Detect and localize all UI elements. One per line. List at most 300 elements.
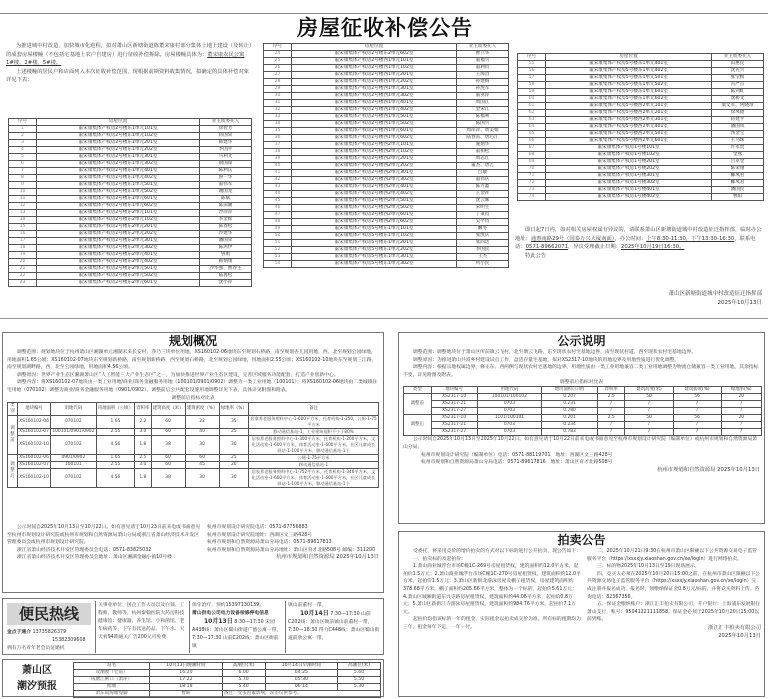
planning-contact-1: 杭州市规划设计研究院电话：0571-87756883 (207, 525, 308, 530)
planning-foot-phone: 浙江省萧山经济技术开发区管理委员会电话：0571-83825032 (17, 547, 152, 553)
house-address: 董宋康集体产权房2号楼西2单元502室 (292, 205, 457, 212)
hotline-col3 (192, 602, 282, 651)
planning-note: 居家养老服务照料中心-1-600平方米，托育机构-1-250，公厕-1-75平方米 (250, 415, 377, 427)
green-ratio: 20 (721, 415, 761, 422)
owner-row (264, 51, 509, 58)
publicity-col-header: 绿地率(%) (721, 387, 761, 394)
green-ratio: 30 (219, 435, 248, 454)
house-address: 董宋康集体产权房1号楼302室 (546, 180, 712, 187)
row-number: 47 (264, 212, 292, 219)
owner-row (518, 173, 764, 180)
house-address: 董宋康集体产权房2号楼东2单元502室 (37, 273, 200, 280)
planning-note: 移动通信基站-1，工业建筑面积不小于80% (249, 428, 379, 435)
publicity-row (404, 422, 762, 429)
publicity-row (404, 401, 762, 408)
contact-phone: 杭州市规划设计研究院（编制单位）电话：0571-88119701 (421, 452, 551, 458)
row-number: 26 (264, 65, 292, 72)
owner-row (518, 124, 764, 131)
row-number: 29 (264, 86, 292, 93)
row-number: 15 (9, 224, 37, 231)
planning-row (8, 428, 379, 435)
house-address: 董宋康集体产权房2号楼东1单元102室 (37, 133, 200, 140)
land-area: 2.55 (96, 428, 135, 435)
tide-level: 5.40 (222, 684, 265, 691)
building-density: 60 (185, 454, 219, 461)
house-address: 董宋康集体产权房2号楼西2单元102室 (292, 149, 457, 156)
green-ratio: 25 (219, 454, 248, 461)
land-code: 0703 (477, 408, 542, 415)
floor-area-ratio: / (597, 429, 625, 436)
house-address: 董宋康集体产权房2号楼东2单元201室 (37, 224, 200, 231)
owner-name: 马利文 (200, 154, 252, 161)
land-code: 0901/0902 (51, 454, 97, 461)
publicity-contact-1 (421, 452, 764, 459)
outage-date-2: 10月14日 (300, 610, 329, 617)
owner-name: 蒋建平 (712, 117, 764, 124)
owner-row (264, 100, 509, 107)
owner-name: 周志江 (457, 156, 509, 163)
owner-row (9, 273, 252, 280)
green-ratio: 35 (219, 415, 248, 428)
planning-col-header: 建筑高度（米） (151, 402, 185, 415)
land-area: 0.201 (542, 415, 598, 422)
publicity-signer: 杭州市规划和自然资源局 2025年10月13日 (657, 466, 760, 473)
row-number: 42 (264, 177, 292, 184)
floor-area-ratio: 2.5 (597, 415, 625, 422)
house-address: 董宋康集体产权房2号楼东1单元402室 (37, 175, 200, 182)
owner-name: 徐智芳 (200, 126, 252, 133)
house-address: 董宋康集体产权房2号楼西2单元402室 (292, 191, 457, 198)
owner-name: 陆春雷、唐巧江 (457, 135, 509, 142)
row-number: 50 (264, 233, 292, 240)
land-code: 100101/0901/0902 (52, 428, 95, 434)
owner-row (9, 133, 252, 140)
col-divider (95, 601, 96, 653)
planning-foot-address: 浙江省萧山经济技术开发区管理委员会地址：萧山区湘湖金融小镇10号楼 (17, 555, 172, 561)
owner-row (518, 68, 764, 75)
building-density: 56 (673, 415, 721, 422)
publicity-row (404, 429, 762, 436)
row-number: 58 (518, 82, 546, 89)
house-address: 董宋康集体产权房2号楼东1单元601室 (37, 196, 200, 203)
building-density: 30 (185, 468, 219, 487)
row-number: 16 (9, 231, 37, 238)
planning-group-label: 调整后 (8, 454, 18, 487)
building-density: 40 (185, 428, 219, 435)
owner-name: 吕敏 (457, 170, 509, 177)
owner-name: 王海昌 (457, 72, 509, 79)
owner-name: 潘国凤 (712, 124, 764, 131)
building-height: 50 (625, 394, 673, 401)
building-density: 56 (673, 394, 721, 401)
tide-title (6, 663, 68, 695)
owner-name: 陈福利 (457, 114, 509, 121)
owner-table-3 (517, 53, 764, 201)
floor-area-ratio: 2.5 (135, 454, 151, 461)
building-density: / (673, 408, 721, 415)
owner-row (264, 254, 509, 261)
notice-office-label: ，办公时间： (614, 235, 647, 242)
tide-row (74, 677, 381, 684)
building-height: / (625, 401, 673, 408)
col-divider (189, 601, 190, 653)
owner-name: 孙虎军 (457, 86, 509, 93)
publicity-contact-2 (421, 459, 764, 466)
owner-name: 董伟军 (200, 182, 252, 189)
owner-row (264, 79, 509, 86)
row-number: 43 (264, 184, 292, 191)
land-area: 4.56 (96, 468, 135, 487)
notice-hours: 上午8:30-11:30，下午13:30-16:30 (646, 235, 735, 242)
owner-name: 陈利庆 (200, 168, 252, 175)
planning-signer: 杭州市规划和自然资源局 2025年10月13日 (276, 554, 379, 561)
parcel-id: XS160102-10 (18, 468, 51, 487)
house-address: 董宋康集体产权房1号楼301室 (546, 173, 712, 180)
owner-name: 曹阳 (712, 194, 764, 201)
parcel-id: XS2317-21 (431, 401, 477, 408)
row-number: 9 (9, 182, 37, 189)
col-header-no: 序号 (518, 54, 546, 61)
owner-row (264, 58, 509, 65)
owner-row (264, 114, 509, 121)
owner-row (264, 93, 509, 100)
owner-name: 冯严点 (712, 82, 764, 89)
row-number: 70 (518, 166, 546, 173)
owner-row (264, 261, 509, 268)
house-address: 董宋康集体产权房2号楼西1单元101室 (292, 58, 457, 65)
planning-col-header: 类别 (8, 402, 18, 415)
row-number: 18 (9, 245, 37, 252)
house-address: 董宋康集体产权房2号楼西2单元101室 (292, 142, 457, 149)
house-address: 董宋康集体产权房5号楼东1单元301室 (292, 254, 457, 261)
floor-area-ratio: / (597, 422, 625, 429)
house-address: 董宋康集体产权房1号楼201室 (546, 159, 712, 166)
tide-station: 闻堰 (74, 684, 150, 691)
auction-section (398, 531, 765, 697)
contact-phone: 杭州市规划和自然资源局萧山分局电话：0571-89617816 (421, 459, 546, 465)
row-number: 30 (264, 93, 292, 100)
owner-name: 鲁一华 (200, 175, 252, 182)
publicity-col-header: 容积率 (597, 387, 625, 394)
house-address: 董宋康集体产权房2号楼东1单元201室 (37, 140, 200, 147)
land-area: 2.55 (96, 461, 135, 468)
house-address: 董宋康集体产权房2号楼东2单元102室 (37, 217, 200, 224)
house-address: 董宋康集体产权房5号楼东1单元202室 (292, 247, 457, 254)
tide-level: 5.30 (338, 684, 381, 691)
row-number: 66 (518, 138, 546, 145)
green-ratio: / (721, 408, 761, 415)
publicity-group-label: 调整前 (404, 394, 432, 415)
row-number: 23 (9, 280, 37, 287)
owner-name: 韩炳康 (200, 259, 252, 266)
house-address: 董宋康集体产权房2号楼西1单元501室 (292, 114, 457, 121)
owner-name: 施炳华 (457, 142, 509, 149)
tide-value: 暂缺 (150, 691, 223, 698)
row-number: 17 (9, 238, 37, 245)
row-number: 10 (9, 189, 37, 196)
row-number: 34 (264, 121, 292, 128)
row-number: 68 (518, 152, 546, 159)
publicity-col-header: 建筑密度(%) (673, 387, 721, 394)
building-height: 60 (151, 415, 185, 428)
house-address: 董宋康集体产权房2号楼西1单元302室 (292, 93, 457, 100)
house-address: 董宋康集体产权房2号楼西1单元202室 (292, 79, 457, 86)
house-address: 董宋康集体产权房5号楼东1单元601室 (546, 89, 712, 96)
row-number: 5 (9, 154, 37, 161)
owner-table-2 (263, 43, 509, 268)
planning-foot-right (207, 524, 379, 562)
row-number: 12 (9, 203, 37, 210)
planning-col-header: 地块编号 (18, 402, 51, 415)
building-height: 60 (151, 454, 185, 461)
row-number: 8 (9, 175, 37, 182)
tide-col-header: 站名 (74, 663, 150, 670)
row-number: 38 (264, 149, 292, 156)
owner-name: 梁文军、何晓珍 (712, 103, 764, 110)
planning-note: 公厕-1-75平方米 (249, 454, 379, 461)
house-address: 董宋康集体产权房2号楼东2单元401室 (37, 252, 200, 259)
planning-col-header: 用地代码 (51, 402, 97, 415)
planning-note: 居家养老服务照料中心-1-752平方米，托育机构-1-346平方米，文化活动室-1-600平方米，体育活动室-1-600平方米，社区儿童成长驿站-1-100平方米，移动通信基站-1个 (249, 468, 379, 487)
house-address: 董宋康集体产权房2号楼东2单元402室 (37, 259, 200, 266)
owner-row (9, 189, 252, 196)
land-code: 0703 (477, 429, 542, 436)
owner-name: 陈方鑫 (457, 184, 509, 191)
owner-row (264, 156, 509, 163)
parcel-id: XS160102-07 (19, 461, 49, 467)
owner-name: 郦冬 (457, 226, 509, 233)
owner-row (518, 131, 764, 138)
owner-name: 陈斌 (200, 196, 252, 203)
house-address: 董宋康集体产权房2号楼西1单元502室 (292, 121, 457, 128)
publicity-col-header: 类型 (404, 387, 432, 394)
land-code: 0703 (477, 422, 542, 429)
owner-row (518, 138, 764, 145)
owner-name: 鲁娟 (200, 252, 252, 259)
house-address: 董宋康集体产权房5号楼西2单元401室 (546, 124, 712, 131)
tide-table (73, 662, 381, 698)
house-address: 董宋康集体产权房2号楼西1单元102室 (292, 65, 457, 72)
owner-row (9, 210, 252, 217)
owner-row (518, 61, 764, 68)
owner-name: 田惠民 (712, 61, 764, 68)
contact-address: 地址：萧山区育才北路508号 (550, 459, 613, 465)
owner-row (264, 240, 509, 247)
planning-foot-left (7, 524, 203, 562)
house-address: 董宋康集体产权房2号楼西1单元601室 (292, 128, 457, 135)
land-code: 1101/100101 (477, 415, 542, 422)
row-number: 33 (264, 114, 292, 121)
planning-section (2, 332, 384, 593)
row-number: 24 (264, 51, 292, 58)
col-header-address: 房屋位置 (546, 54, 712, 61)
row-number: 19 (9, 252, 37, 259)
owner-name: 徐凤德 (712, 110, 764, 117)
owner-row (264, 219, 509, 226)
notice-address: 通惠南路29号（国泰万兴大厦南面） (530, 235, 615, 242)
owner-row (9, 182, 252, 189)
building-density: 22 (185, 415, 219, 428)
row-number: 31 (264, 100, 292, 107)
house-address: 董宋康集体产权房2号楼西2单元301室 (292, 170, 457, 177)
col-divider (285, 601, 286, 653)
power-outage-heading: 萧山供电公司电力设备检修停电信息 (192, 611, 269, 616)
house-address: 董宋康集体产权房5号楼西2单元601室 (546, 138, 712, 145)
col-header-owner: 业主或委托人 (200, 119, 252, 126)
land-area: 4.56 (96, 435, 135, 454)
green-ratio: 30 (219, 468, 248, 487)
top-rule (0, 13, 768, 14)
tide-level: 5.60 (338, 670, 381, 677)
row-number: 59 (518, 89, 546, 96)
notice-closing: 特此公告 (525, 252, 547, 259)
planning-foot-text: 公示时间自2025年10月13日至10月22日。如有意见请于10月23日前来电或书面意见至杭州市规划设计研究院或杭州市规划和自然资源局萧山分局或浙江省萧山经济技术开发区管理委员会或杭州市规划设计研究院。 (7, 525, 201, 546)
owner-row (264, 163, 509, 170)
owner-row (9, 224, 252, 231)
auction-title: 拍卖公告 (557, 533, 606, 547)
row-number: 27 (264, 72, 292, 79)
auction-date: 2025年10月13日 (718, 632, 761, 639)
auction-registration: 四、竞买人必须在2025年10月20日15:00之前，在杭州市萧山区限额以下公共资源交易电子监管服务平台（https://xsxxjy.xiaoshan.gov.cn/xe/login）完成注册并报名成功，报名时，须缴纳保证金0.8万元/标的，并将竞买资料上传。咨询电话：82367356。 (587, 571, 760, 600)
building-density: / (673, 422, 721, 429)
owner-name: 张尚达 (457, 240, 509, 247)
owner-name: 郦凤君 (712, 173, 764, 180)
building-height: 50 (625, 415, 673, 422)
green-ratio: 20 (219, 461, 248, 468)
owner-row (518, 96, 764, 103)
hotline-phone-1: 13735826379 (32, 630, 67, 635)
publicity-foot: 公示时间自2025年10月13日至2025年10月22日。如有意见请于10月22日前来电或书面意见至杭州市规划设计研究院（编制单位）或杭州市规划和自然资源局萧山分局。 (403, 437, 758, 450)
section-divider (0, 318, 768, 319)
hotline-col4-pre: 镇山前董村一带。 (288, 603, 327, 608)
owner-name: 王马珠 (712, 138, 764, 145)
owner-name: 宋明生 (457, 205, 509, 212)
hotline-members: 拥有万名青年老会员征婚机 (7, 646, 65, 651)
owner-row (264, 121, 509, 128)
owner-name: 张凯庆 (457, 233, 509, 240)
owner-name: 陈国兴 (457, 121, 509, 128)
green-ratio: 20 (721, 394, 761, 401)
house-address: 董宋康集体产权房2号楼东1单元502室 (37, 189, 200, 196)
planning-col-header: 建筑密度（%） (185, 402, 219, 415)
land-code: 070102 (51, 415, 97, 428)
owner-row (9, 217, 252, 224)
owner-name: 吕卓金 (712, 159, 764, 166)
owner-name: 沙华强、曹春生 (200, 266, 252, 273)
building-height: 38 (151, 468, 185, 487)
outage-details-1: 8:30—17:30 宋园A438线：萧山区蜀山街道广德公寓一带，7:30—17:30 山前C202线：萧山区衙前镇 (192, 620, 282, 649)
planning-row (8, 454, 379, 461)
owner-row (264, 247, 509, 254)
building-density: / (673, 429, 721, 436)
planning-col-header: 绿地率（%） (219, 402, 248, 415)
building-height: / (625, 429, 673, 436)
row-number: 74 (518, 194, 546, 201)
notice-phone: 0571-89662071 (525, 244, 568, 251)
row-number: 11 (9, 196, 37, 203)
owner-name: 许永贵 (712, 145, 764, 152)
owner-table-1 (8, 118, 252, 287)
owner-row (9, 203, 252, 210)
owner-row (518, 145, 764, 152)
house-address: 董宋康集体产权房2号楼西2单元302室 (292, 177, 457, 184)
publicity-col-header: 建筑高度(米) (625, 387, 673, 394)
owner-row (264, 233, 509, 240)
owner-name: 韩建华 (200, 140, 252, 147)
owner-name: 周萍萍、周美娟 (457, 128, 509, 135)
col-header-address: 房屋位置 (37, 119, 200, 126)
publicity-row (404, 408, 762, 415)
owner-row (9, 266, 252, 273)
owner-name: 沈先兴 (712, 68, 764, 75)
planning-row (8, 435, 379, 454)
planning-contact-3: 杭州市规划和自然资源局萧山分局电话：0571-89617813 (207, 540, 332, 546)
tide-last-row (74, 691, 381, 698)
house-address: 董宋康集体产权房2号楼东2单元602室 (292, 51, 457, 58)
owner-row (264, 107, 509, 114)
house-address: 董宋康集体产权房2号楼东1单元101室 (37, 126, 200, 133)
owner-name: 吴平钧 (457, 219, 509, 226)
row-number: 35 (264, 128, 292, 135)
row-number: 45 (264, 198, 292, 205)
notice-signature (668, 290, 762, 308)
green-ratio: / (721, 401, 761, 408)
planning-contact-4: 杭州市规划和自然资源局萧山分局地址：萧山区育才北路508号 邮编：311200 (207, 547, 376, 553)
owner-row (264, 72, 509, 79)
building-height: / (625, 422, 673, 429)
publicity-row (404, 394, 762, 401)
house-address: 董宋康集体产权房5号楼东1单元602室 (546, 96, 712, 103)
publicity-section (398, 332, 765, 524)
floor-area-ratio: 3.0 (135, 428, 151, 435)
row-number: 22 (9, 273, 37, 280)
owner-name: 陈前潮 (200, 203, 252, 210)
planning-table-caption: 调整前后指标对比表 (171, 395, 215, 401)
owner-row (9, 168, 252, 175)
col-header-no: 序号 (264, 44, 292, 51)
owner-name: 谢国龙 (200, 189, 252, 196)
house-address: 董宋康集体产权房2号楼东1单元202室 (37, 147, 200, 154)
tide-level: 5.50 (338, 677, 381, 684)
house-address: 董宋康集体产权房2号楼西2单元602室 (292, 219, 457, 226)
owner-row (518, 159, 764, 166)
intro-text (6, 42, 252, 85)
row-number: 72 (518, 180, 546, 187)
row-number: 28 (264, 79, 292, 86)
house-address: 董宋康集体产权房5号楼东1单元402室 (546, 68, 712, 75)
auction-items: 1.萧山商业城浮台市场C幢1C-269号房屋租赁权，建筑面积约12.0平方米，起拍价1.5万元；2.萧山商业城浮台市场C幢1C-270号房屋租赁权，建筑面积约12.0平方米，起拍价1.5万元；3.萧山区新街北游泳房屋及棚子租赁权，房屋建筑面积约378.68平方米，棚子面积约205.66平方米，整体为一个标的，起拍价5.61万元；4.萧山区城厢街道东兴寺路房屋租赁权，建筑面积约44.06平方米，起拍价0.8万元；5.萧山区新街江寺游泳房屋租赁权，建筑面积约984.76平方米，起拍价7.1万元。 (403, 564, 581, 615)
owner-name: 沈云妹 (457, 198, 509, 205)
owner-row (264, 142, 509, 149)
owner-name: 张宝根 (712, 75, 764, 82)
intro-p1: 为推进城中村改造，加快城市化进程，拟对萧山区新塘街道陈董宋康村部分集体土地上建设（及转让）的成套房屋楼幢（不包括宅基地上农户自建房）进行征收补偿拆除。房屋楼幢具体为： (6, 43, 252, 58)
row-number: 49 (264, 226, 292, 233)
owner-row (518, 194, 764, 201)
tide-station: 钱塘江闸口（萧萍） (74, 677, 150, 684)
owner-name: 俞国锋 (200, 161, 252, 168)
parcel-id: XS160102-06 (18, 415, 51, 428)
planning-title: 规划概况 (168, 334, 217, 348)
land-area: 0.234 (542, 422, 598, 429)
tide-note: 备注：受多因素影响，误差仅供参考。 (222, 691, 380, 698)
publicity-contacts (399, 452, 764, 466)
row-number: 7 (9, 168, 37, 175)
house-address: 董宋康集体产权房5号楼西2单元501室 (546, 131, 712, 138)
auction-display: 三、标的物2025年10月13日至19日现场展示。 (597, 564, 700, 570)
objection-notice (515, 226, 765, 260)
owner-row (264, 177, 509, 184)
owner-row (518, 75, 764, 82)
